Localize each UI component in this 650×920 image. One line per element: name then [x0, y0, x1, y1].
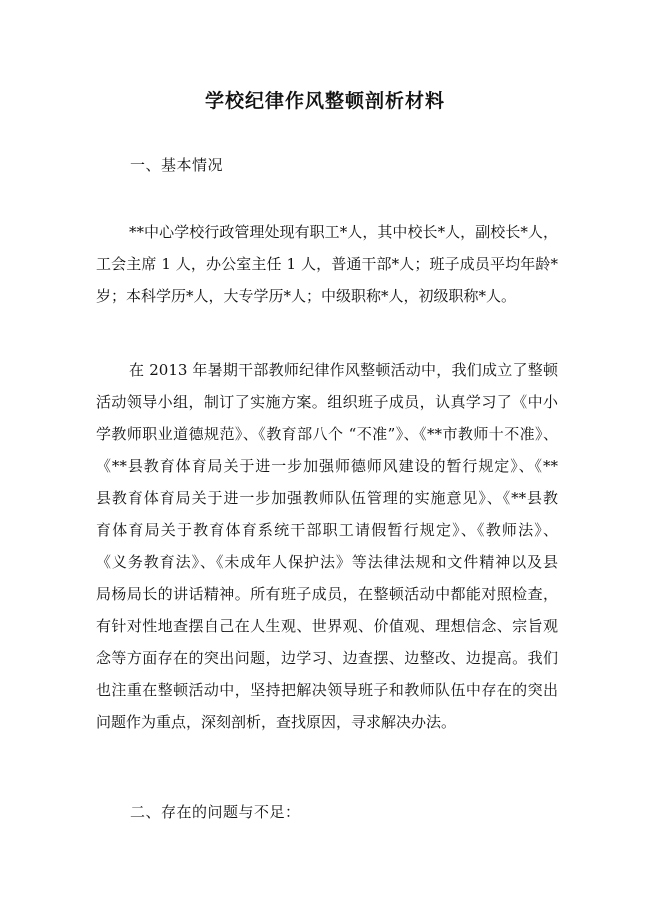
paragraph-line: 工会主席 1 人，办公室主任 1 人，普通干部*人；班子成员平均年龄*: [96, 255, 558, 273]
paragraph-line: 岁；本科学历*人，大专学历*人；中级职称*人，初级职称*人。: [96, 287, 517, 305]
paragraph-line: 活动领导小组，制订了实施方案。组织班子成员，认真学习了《中小: [96, 393, 558, 411]
paragraph-line: 念等方面存在的突出问题，边学习、边查摆、边整改、边提高。我们: [96, 649, 558, 667]
paragraph-line: 局杨局长的讲话精神。所有班子成员，在整顿活动中都能对照检查，: [96, 585, 558, 603]
paragraph-basic-info: [96, 216, 558, 312]
paragraph-line: 问题作为重点，深刻剖析，查找原因，寻求解决办法。: [96, 713, 457, 731]
paragraph-line: **中心学校行政管理处现有职工*人，其中校长*人，副校长*人，: [129, 223, 558, 241]
paragraph-line: 有针对性地查摆自己在人生观、世界观、价值观、理想信念、宗旨观: [96, 617, 558, 635]
paragraph-line: 学教师职业道德规范》、《教育部八个 “不准”》、《**市教师十不准》、: [96, 425, 558, 443]
section-heading-problems: 二、存在的问题与不足：: [130, 803, 301, 821]
paragraph-line: 《义务教育法》、《未成年人保护法》等法律法规和文件精神以及县: [96, 553, 558, 571]
paragraph-line: 也注重在整顿活动中，坚持把解决领导班子和教师队伍中存在的突出: [96, 681, 558, 699]
paragraph-line: 在 2013 年暑期干部教师纪律作风整顿活动中，我们成立了整顿: [129, 361, 558, 379]
paragraph-line: 县教育体育局关于进一步加强教师队伍管理的实施意见》、《**县教: [96, 489, 558, 507]
paragraph-rectification-activity: [96, 354, 558, 738]
section-heading-basic-info: 一、基本情况: [130, 156, 224, 174]
paragraph-line: 《**县教育体育局关于进一步加强师德师风建设的暂行规定》、《**: [96, 457, 558, 475]
paragraph-line: 育体育局关于教育体育系统干部职工请假暂行规定》、《教师法》、: [96, 521, 558, 539]
document-title: 学校纪律作风整顿剖析材料: [204, 90, 445, 112]
